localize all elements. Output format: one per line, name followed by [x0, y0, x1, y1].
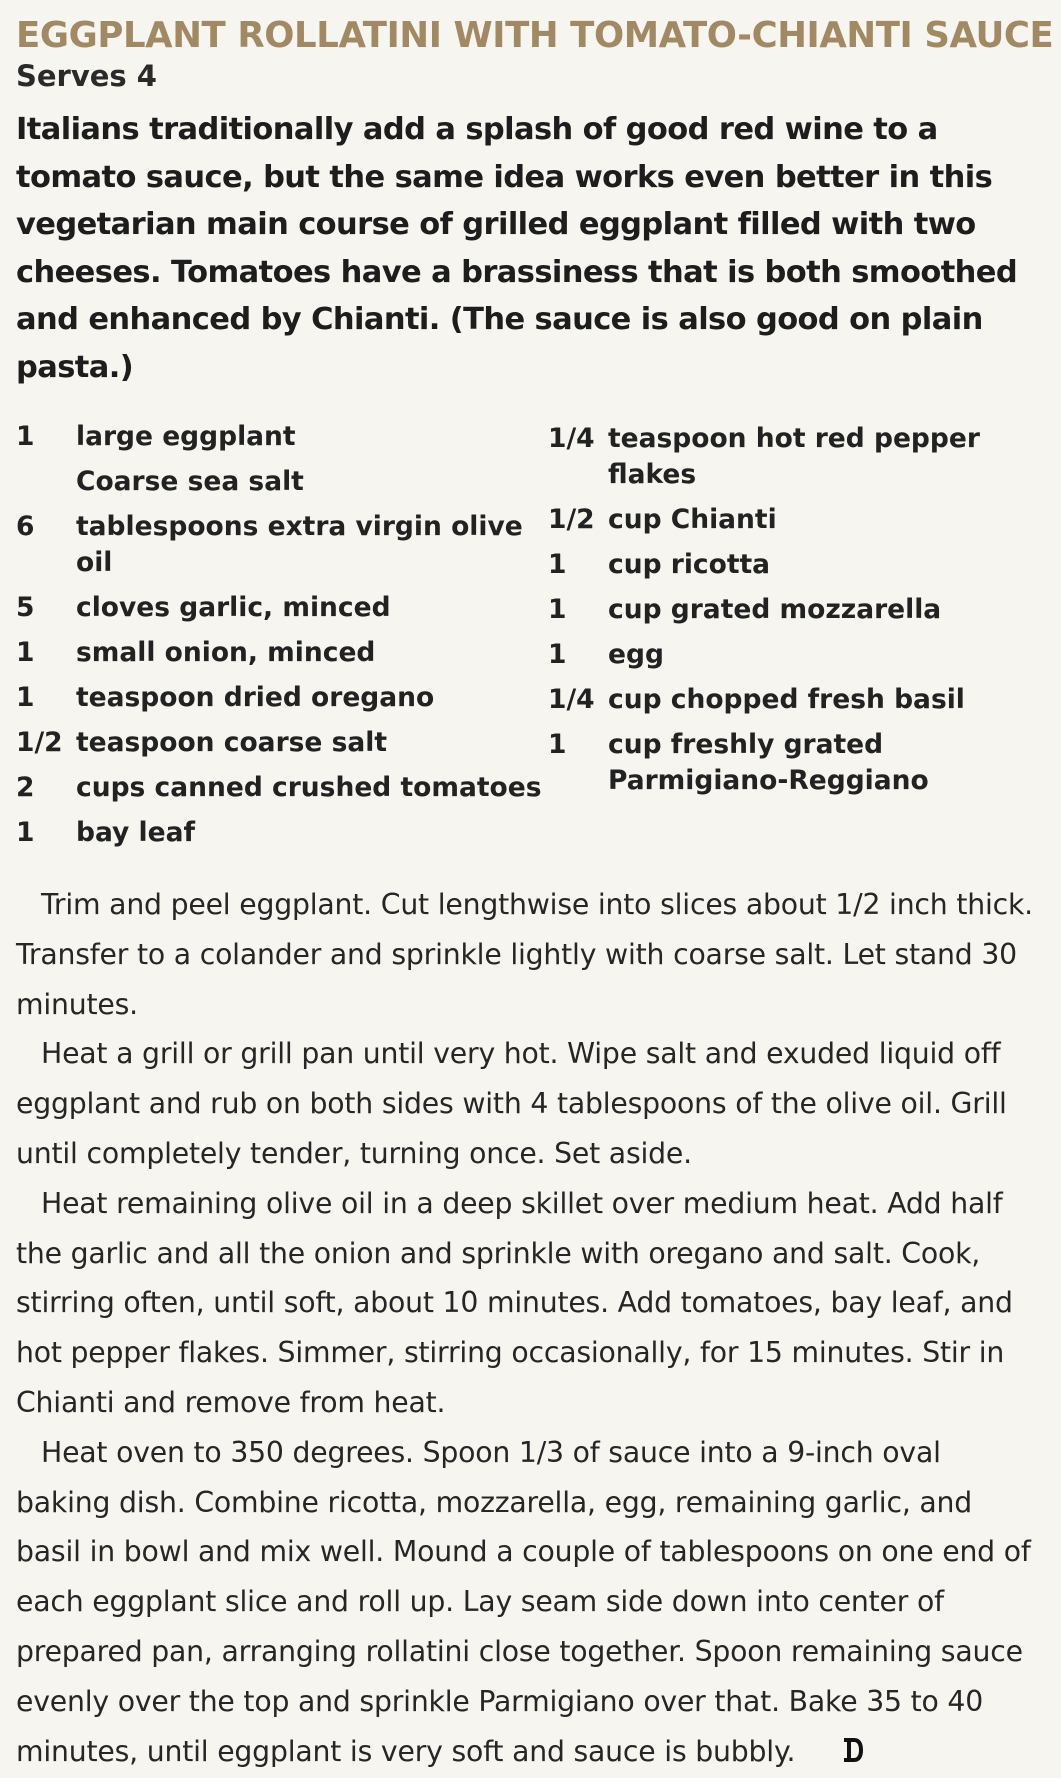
ingredient-quantity: 1/2	[16, 727, 63, 758]
ingredient-quantity: 1/4	[548, 684, 595, 715]
ingredient-quantity: 1	[548, 729, 567, 760]
ingredient-item	[548, 682, 1043, 718]
ingredient-name: cup chopped fresh basil	[608, 684, 965, 715]
recipe-step	[16, 1428, 1043, 1778]
ingredient-name: small onion, minced	[76, 637, 376, 668]
ingredient-name: bay leaf	[76, 817, 196, 848]
ingredient-quantity: 1/2	[548, 504, 595, 535]
recipe-title: EGGPLANT ROLLATINI WITH TOMATO-CHIANTI SAUCE	[16, 15, 1054, 56]
ingredient-name: cup ricotta	[608, 549, 771, 580]
ingredient-name: egg	[608, 639, 664, 670]
ingredient-item	[16, 419, 548, 455]
ingredient-quantity: 1	[16, 682, 35, 713]
ingredient-item	[16, 680, 548, 716]
ingredient-name: teaspoon coarse salt	[76, 727, 388, 758]
recipe-steps	[16, 880, 1043, 1778]
recipe-step: Trim and peel eggplant. Cut lengthwise into slices about 1/2 inch thick. Transfer to a colander and sprinkle lightly with coarse salt. Let stand 30 minutes.	[16, 888, 1033, 1021]
ingredient-quantity: 1	[16, 421, 35, 452]
ingredient-quantity: 2	[16, 772, 35, 803]
ingredient-item	[16, 815, 548, 851]
ingredient-name: tablespoons extra virgin olive oil	[76, 511, 523, 578]
ingredient-item	[548, 727, 1043, 799]
ingredient-quantity: 1	[548, 639, 567, 670]
end-of-article-icon	[817, 1729, 864, 1778]
ingredient-name: cup grated mozzarella	[608, 594, 942, 625]
ingredient-item	[16, 770, 548, 806]
ingredients-list	[16, 419, 1043, 860]
ingredient-name: cloves garlic, minced	[76, 592, 391, 623]
ingredient-item	[16, 725, 548, 761]
serves-count: Serves 4	[16, 59, 157, 93]
ingredient-name: large eggplant	[76, 421, 296, 452]
ingredient-quantity: 6	[16, 511, 35, 542]
ingredient-item	[548, 592, 1043, 628]
ingredient-item	[16, 635, 548, 671]
ingredient-item	[548, 637, 1043, 673]
ingredient-quantity: 5	[16, 592, 35, 623]
ingredient-name: cup freshly grated Parmigiano-Reggiano	[608, 729, 929, 796]
ingredient-name: cup Chianti	[608, 504, 777, 535]
ingredient-item	[548, 547, 1043, 583]
ingredient-name: cups canned crushed tomatoes	[76, 772, 542, 803]
ingredient-quantity	[16, 464, 76, 500]
recipe-intro: Italians traditionally add a splash of good red wine to a tomato sauce, but the same idea works even better in this vegetarian main course of grilled eggplant filled with two cheeses. Tomatoes have a brassiness that is both smoothed and enhanced by Chianti. (The sauce is also good on plain pasta.)	[16, 112, 1018, 385]
ingredient-item	[16, 509, 548, 581]
ingredient-item	[548, 502, 1043, 538]
ingredients-column-right	[548, 421, 1043, 860]
recipe-step: Heat a grill or grill pan until very hot. Wipe salt and exuded liquid off eggplant and rub on both sides with 4 tablespoons of the olive oil. Grill until completely tender, turning once. Set aside.	[16, 1037, 1007, 1170]
recipe-step: Heat remaining olive oil in a deep skillet over medium heat. Add half the garlic and all the onion and sprinkle with oregano and salt. Cook, stirring often, until soft, about 10 minutes. Add tomatoes, bay leaf, and hot pepper flakes. Simmer, stirring occasionally, for 15 minutes. Stir in Chianti and remove from heat.	[16, 1186, 1013, 1419]
ingredients-column-left	[16, 419, 548, 860]
recipe-step-text: Heat oven to 350 degrees. Spoon 1/3 of sauce into a 9-inch oval baking dish. Combine ricotta, mozzarella, egg, remaining garlic, and basil in bowl and mix well. Mound a couple of tablespoons on one end of each eggplant slice and roll up. Lay seam side down into center of prepared pan, arranging rollatini close together. Spoon remaining sauce evenly over the top and sprinkle Parmigiano over that. Bake 35 to 40 minutes, until eggplant is very soft and sauce is bubbly.	[16, 1435, 1031, 1768]
ingredient-item	[16, 590, 548, 626]
ingredient-name: teaspoon hot red pepper flakes	[608, 423, 980, 490]
ingredient-item	[16, 464, 548, 500]
ingredient-quantity: 1	[548, 594, 567, 625]
ingredient-quantity: 1/4	[548, 423, 595, 454]
ingredient-quantity: 1	[16, 637, 35, 668]
ingredient-name: Coarse sea salt	[76, 466, 304, 497]
ingredient-name: teaspoon dried oregano	[76, 682, 435, 713]
ingredient-item	[548, 421, 1043, 493]
ingredient-quantity: 1	[16, 817, 35, 848]
ingredient-quantity: 1	[548, 549, 567, 580]
